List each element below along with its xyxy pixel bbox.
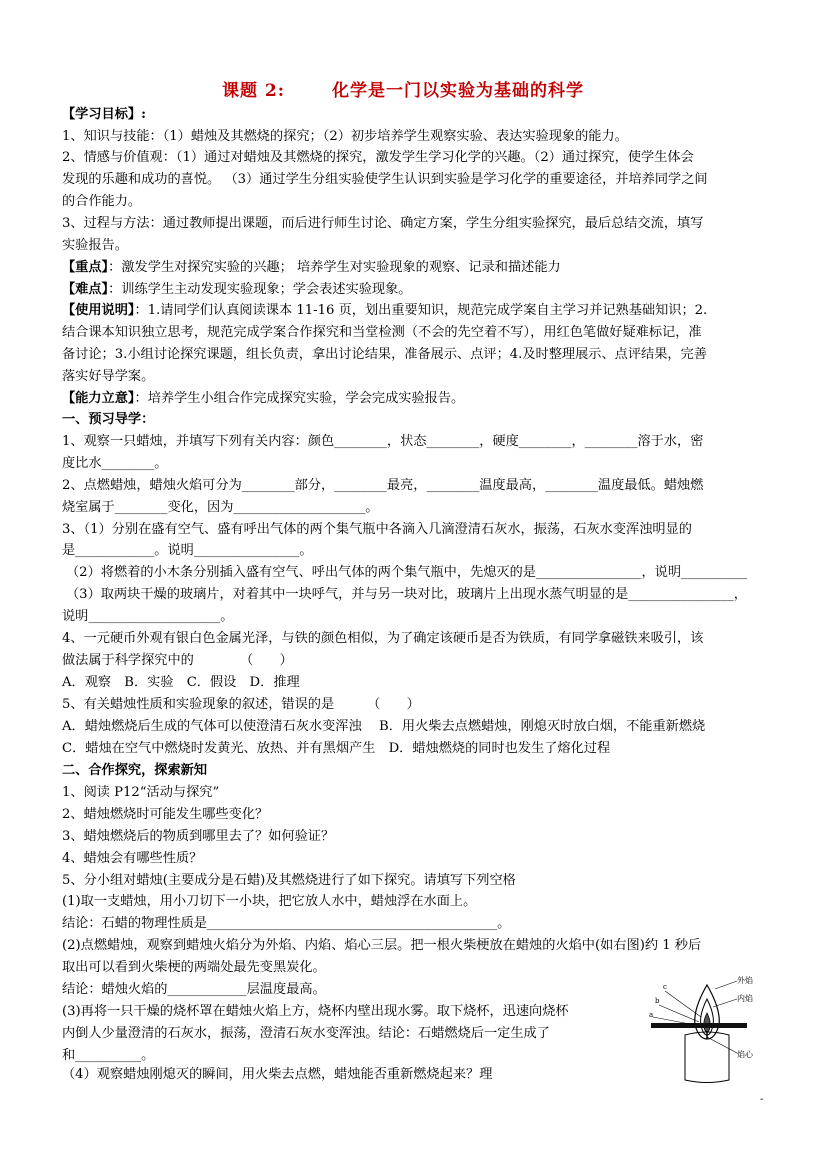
line-text: 的合作能力。 <box>62 194 142 209</box>
line-p3c <box>66 564 747 582</box>
line-text: 4、蜡烛会有哪些性质？ <box>62 851 203 866</box>
bold-heading: 【难点】 <box>62 282 109 297</box>
line-text: 落实好导学案。 <box>62 369 155 384</box>
line-text: （2）将燃着的小木条分别插入盛有空气、呼出气体的两个集气瓶中，先熄灭的是________________，说明__________ <box>66 565 747 580</box>
figure-label-c: c <box>663 983 667 991</box>
bold-heading: 【使用说明】 <box>62 303 135 318</box>
line-text: 内倒人少量澄清的石灰水，振荡，澄清石灰水变浑浊。结论：石蜡燃烧后一定生成了 <box>62 1026 550 1041</box>
line-text: 发现的乐趣和成功的喜悦。 （3）通过学生分组实验使学生认识到实验是学习化学的重要途径，并培养同学之间 <box>62 172 708 187</box>
figure-label-inner: 内焰 <box>737 994 753 1003</box>
line-ability <box>62 390 464 408</box>
line-text: 度比水________。 <box>62 456 168 471</box>
line-text: ：训练学生主动发现实验现象；学会表述实验现象。 <box>108 282 412 297</box>
line-text: (1)取一支蜡烛，用小刀切下一小块，把它放人水中，蜡烛浮在水面上。 <box>62 894 477 909</box>
line-c5h <box>62 1047 154 1065</box>
line-c5e <box>62 981 326 999</box>
line-text: C．蜡烛在空气中燃烧时发黄光、放热、并有黑烟产生 D．蜡烛燃烧的同时也发生了熔化过程 <box>62 741 611 756</box>
line-p5 <box>62 696 420 714</box>
line-key <box>62 259 561 277</box>
line-text: 取出可以看到火柴梗的两端处最先变黑炭化。 <box>62 960 326 975</box>
line-text: (3)再将一只干燥的烧杯罩在蜡烛火焰上方，烧杯内壁出现水雾。取下烧杯，迅速向烧杯 <box>62 1004 569 1019</box>
line-text: 烧室属于________变化，因为____________________。 <box>62 500 379 515</box>
line-text: 是____________。说明________________。 <box>62 543 313 558</box>
line-text: 3、蜡烛燃烧后的物质到哪里去了？如何验证？ <box>62 829 335 844</box>
line-text: ：激发学生对探究实验的兴趣； 培养学生对实验现象的观察、记录和描述能力 <box>108 260 561 275</box>
line-p5a <box>62 718 705 736</box>
line-p2a <box>62 477 703 495</box>
line-text: 2、情感与价值观：（1）通过对蜡烛及其燃烧的探究，激发学生学习化学的兴趣。（2）通过探究，使学生体会 <box>62 150 694 165</box>
line-c5g <box>62 1025 550 1043</box>
line-text: 做法属于科学探究中的 （ ） <box>62 653 293 668</box>
line-p4c <box>62 674 300 692</box>
line-s2 <box>62 762 207 780</box>
line-use2 <box>62 324 702 342</box>
line-p4a <box>62 630 703 648</box>
line-c1 <box>62 784 219 802</box>
line-text: ：1.请同学们认真阅读课本 11-16 页，划出重要知识，规范完成学案自主学习并记熟基础知识；2. <box>134 303 708 318</box>
line-use3 <box>62 346 707 364</box>
bold-heading: 一、预习导学： <box>62 412 155 427</box>
line-text: 1、观察一只蜡烛，并填写下列有关内容：颜色________，状态________，硬度________，________溶于水，密 <box>62 434 704 449</box>
line-p1b <box>62 455 168 473</box>
bold-heading: 【重点】 <box>62 260 109 275</box>
line-h-goals <box>62 106 146 124</box>
line-g2c <box>62 193 141 211</box>
line-use1 <box>62 302 707 320</box>
figure-label-b: b <box>655 997 660 1005</box>
line-text: （3）取两块干燥的玻璃片，对着其中一块呼气，并与另一块对比，玻璃片上出现水蒸气明显的是________________， <box>66 587 747 602</box>
line-text: 2、点燃蜡烛，蜡烛火焰可分为________部分，________最亮，________温度最高，________温度最低。蜡烛燃 <box>62 478 704 493</box>
line-text: 2、蜡烛燃烧时可能发生哪些变化？ <box>62 807 269 822</box>
title-text: 化学是一门以实验为基础的科学 <box>332 81 584 101</box>
line-text: 3、（1）分别在盛有空气、盛有呼出气体的两个集气瓶中各滴入几滴澄清石灰水，振荡，石灰水变浑浊明显的 <box>62 522 692 537</box>
line-p3d <box>66 586 747 604</box>
line-diff <box>62 281 411 299</box>
line-g1 <box>62 128 628 146</box>
candle-flame-figure <box>645 965 765 1085</box>
bold-heading: 【学习目标】: <box>62 107 146 122</box>
line-c5f <box>62 1003 569 1021</box>
line-c4 <box>62 850 202 868</box>
line-c2 <box>62 806 268 824</box>
line-p5b <box>62 740 610 758</box>
title-label: 课题 2: <box>222 81 286 101</box>
line-g3b <box>62 237 128 255</box>
line-c5d <box>62 959 326 977</box>
line-p3a <box>62 521 692 539</box>
line-g2a <box>62 149 694 167</box>
line-text: 备讨论；3.小组讨论探究课题，组长负责，拿出讨论结果，准备展示、点评；4.及时整理展示、点评结果，完善 <box>62 347 707 362</box>
line-p3b <box>62 542 313 560</box>
line-c5c <box>62 937 701 955</box>
figure-label-core: 焰心 <box>737 1050 753 1059</box>
line-c3 <box>62 828 334 846</box>
line-p1a <box>62 433 703 451</box>
line-s1 <box>62 411 154 429</box>
line-p2b <box>62 499 379 517</box>
bold-heading: 【能力立意】 <box>62 391 135 406</box>
line-text: 说明____________________。 <box>62 609 234 624</box>
line-text: 结论：石蜡的物理性质是____________________________________________。 <box>62 916 511 931</box>
page-mark: - <box>760 1094 764 1105</box>
line-text: A．蜡烛燃烧后生成的气体可以使澄清石灰水变浑浊 B．用火柴去点燃蜡烛，刚熄灭时放白烟，不能重新燃烧 <box>62 719 706 734</box>
line-c5 <box>62 872 516 890</box>
line-text: 5、分小组对蜡烛(主要成分是石蜡)及其燃烧进行了如下探究。请填写下列空格 <box>62 873 516 888</box>
line-text: ：培养学生小组合作完成探究实验，学会完成实验报告。 <box>134 391 465 406</box>
figure-label-outer: 外焰 <box>737 976 753 985</box>
bold-heading: 二、合作探究，探索新知 <box>62 763 208 778</box>
line-g3a <box>62 215 703 233</box>
line-text: 和__________。 <box>62 1048 155 1063</box>
line-text: 5、有关蜡烛性质和实验现象的叙述，错误的是 （ ） <box>62 697 420 712</box>
line-text: 结合课本知识独立思考，规范完成学案合作探究和当堂检测（不会的先空着不写），用红色笔做好疑难标记，准 <box>62 325 702 340</box>
line-text: 结论：蜡烛火焰的____________层温度最高。 <box>62 982 326 997</box>
line-text: （4）观察蜡烛刚熄灭的瞬间，用火柴去点燃，蜡烛能否重新燃烧起来？理 <box>62 1067 493 1082</box>
line-text: 1、知识与技能：（1）蜡烛及其燃烧的探究；（2）初步培养学生观察实验、表达实验现象的能力。 <box>62 129 628 144</box>
line-text: 3、过程与方法：通过教师提出课题，而后进行师生讨论、确定方案，学生分组实验探究，最后总结交流，填写 <box>62 216 704 231</box>
line-c5i <box>62 1066 492 1084</box>
line-g2b <box>62 171 708 189</box>
line-p3e <box>62 608 233 626</box>
line-text: 1、阅读 P12“活动与探究” <box>62 785 220 800</box>
line-use4 <box>62 368 154 386</box>
line-c5b <box>62 915 510 933</box>
figure-label-a: a <box>649 1011 654 1019</box>
line-c5a <box>62 893 476 911</box>
line-text: (2)点燃蜡烛，观察到蜡烛火焰分为外焰、内焰、焰心三层。把一根火柴梗放在蜡烛的火焰中(如右图)约 1 秒后 <box>62 938 702 953</box>
line-text: 实验报告。 <box>62 238 128 253</box>
line-p4b <box>62 652 293 670</box>
line-text: A．观察 B．实验 C．假设 D．推理 <box>62 675 300 690</box>
line-text: 4、一元硬币外观有银白色金属光泽，与铁的颜色相似，为了确定该硬币是否为铁质，有同学拿磁铁来吸引，该 <box>62 631 704 646</box>
